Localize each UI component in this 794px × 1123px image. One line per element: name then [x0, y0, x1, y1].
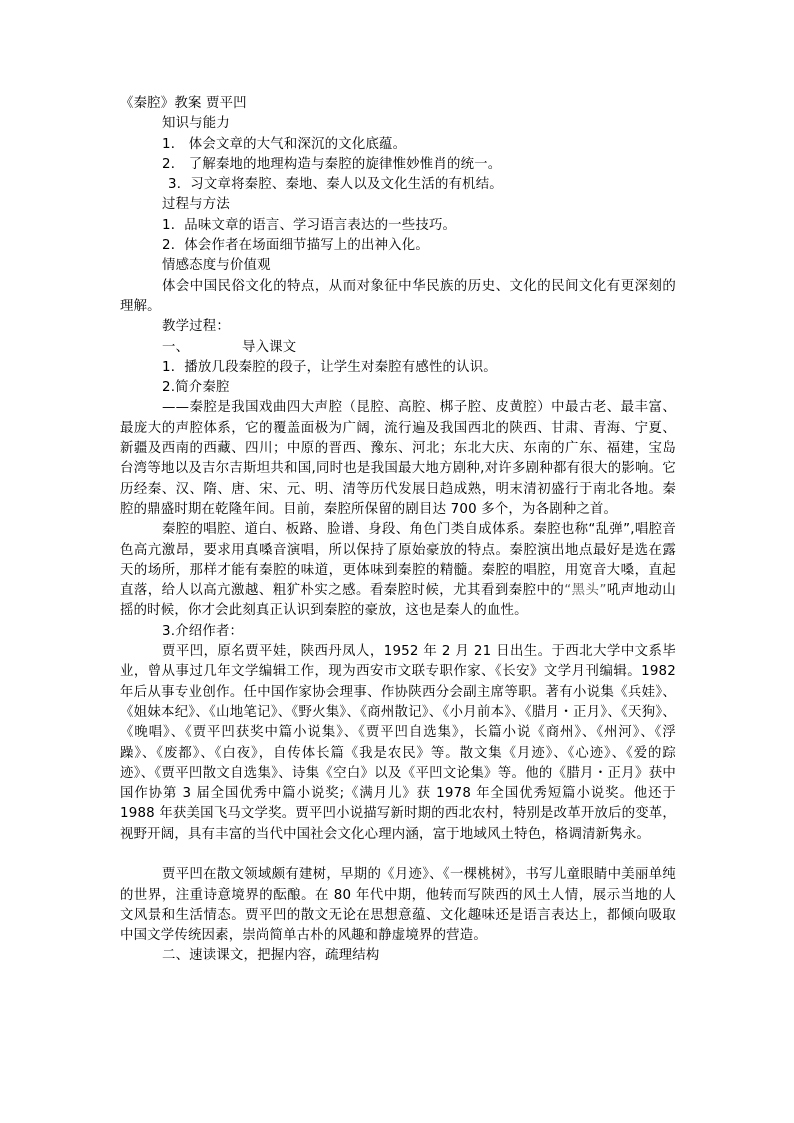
- qinqiang-paragraph: [120, 520, 676, 621]
- qinqiang-text: 秦腔的唱腔、道白、板路、脸谱、身段、角色门类自成体系。秦腔也称“乱弹”,唱腔音色高亢激昂，要求用真嗓音演唱，所以保持了原始豪放的特点。秦腔演出地点最好是选在露天的场所，那样才能有秦腔的味道，更体味到秦腔的精髓。秦腔的唱腔，用宽音大嗓，直起直落，给人以高亢激越、粗犷朴实之感。看秦腔时候，尤其看到秦腔中的: [120, 522, 676, 599]
- step-one-heading: [120, 338, 676, 358]
- objective-item: 2． 了解秦地的地理构造与秦腔的旋律惟妙惟肖的统一。: [162, 156, 502, 172]
- section-heading-knowledge: 知识与能力: [162, 116, 230, 132]
- step-two-heading: 二、速读课文，把握内容，疏理结构: [162, 948, 380, 964]
- objective-item: 1． 体会文章的大气和深沉的文化底蕴。: [162, 136, 407, 152]
- objective-item: 3．习文章将秦腔、秦地、秦人以及文化生活的有机结。: [168, 177, 503, 193]
- spacer: [120, 845, 676, 865]
- step-one-title: 导入课文: [242, 339, 297, 355]
- intro-item: 2.简介秦腔: [162, 380, 230, 396]
- document-title: 《秦腔》教案 贾平凹: [120, 96, 247, 111]
- intro-item: 3.介绍作者：: [162, 623, 244, 639]
- teaching-process-heading: 教学过程：: [162, 319, 230, 335]
- qinqiang-paragraph: ——秦腔是我国戏曲四大声腔（昆腔、高腔、梆子腔、皮黄腔）中最古老、最丰富、最庞大的声腔体系，它的覆盖面极为广阔，流行遍及我国西北的陕西、甘肃、青海、宁夏、新疆及西南的西藏、四川；中原的晋西、豫东、河北；东北大庆、东南的广东、福建，宝岛台湾等地以及吉尔吉斯坦共和国,同时也是我国最大地方剧种,对许多剧种都有很大的影响。它历经秦、汉、隋、唐、宋、元、明、清等历代发展日趋成熟，明末清初盛行于南北各地。秦腔的鼎盛时期在乾隆年间。目前，秦腔所保留的剧目达 700 多个，为各剧种之首。: [120, 400, 676, 517]
- prose-paragraph: 贾平凹在散文领域颇有建树，早期的《月迹》、《一棵桃树》，书写儿童眼睛中美丽单纯的世界，注重诗意境界的酝酿。在 80 年代中期，他转而写陕西的风土人情，展示当地的人文风景和生活情态。贾平凹的散文无论在思想意蕴、文化趣味还是语言表达上，都倾向吸取中国文学传统因素，崇尚简单古朴的风趣和静虚境界的营造。: [120, 867, 676, 944]
- document-page: [120, 94, 676, 967]
- author-paragraph: 贾平凹，原名贾平娃，陕西丹凤人，1952 年 2 月 21 日出生。于西北大学中文系毕业，曾从事过几年文学编辑工作，现为西安市文联专职作家、《长安》文学月刊编辑。1982 年后从事专业创作。任中国作家协会理事、作协陕西分会副主席等职。著有小说集《兵娃》、《姐妹本纪》、《山地笔记》、《野火集》、《商州散记》、《小月前本》、《腊月・正月》、《天狗》、《晚唱》、《贾平凹获奖中篇小说集》、《贾平凹自选集》，长篇小说《商州》、《州河》、《浮躁》、《废都》、《白夜》，自传体长篇《我是农民》等。散文集《月迹》、《心迹》、《爱的踪迹》、《贾平凹散文自选集》、诗集《空白》以及《平凹文论集》等。他的《腊月・正月》获中国作协第 3 届全国优秀中篇小说奖;《满月儿》获 1978 年全国优秀短篇小说奖。他还于 1988 年获美国飞马文学奖。贾平凹小说描写新时期的西北农村，特别是改革开放后的变革，视野开阔，具有丰富的当代中国社会文化心理内涵，富于地域风土特色，格调清新隽永。: [120, 644, 676, 842]
- objective-item: 2．体会作者在场面细节描写上的出神入化。: [162, 238, 429, 254]
- emotion-paragraph: 体会中国民俗文化的特点，从而对象征中华民族的历史、文化的民间文化有更深刻的理解。: [120, 278, 676, 314]
- intro-item: 1．播放几段秦腔的段子，让学生对秦腔有感性的认识。: [162, 359, 497, 375]
- objective-item: 1．品味文章的语言、学习语言表达的一些技巧。: [162, 217, 457, 233]
- heitou-quote: “黑头”: [564, 583, 607, 599]
- section-heading-process: 过程与方法: [162, 197, 230, 213]
- section-heading-emotion: 情感态度与价值观: [162, 258, 271, 274]
- step-one-number: 一、: [162, 339, 190, 355]
- qinqiang-text: 吼声地动山摇的时候，你才会此刻真正认识到秦腔的豪放，这也是秦人的血性。: [120, 583, 677, 619]
